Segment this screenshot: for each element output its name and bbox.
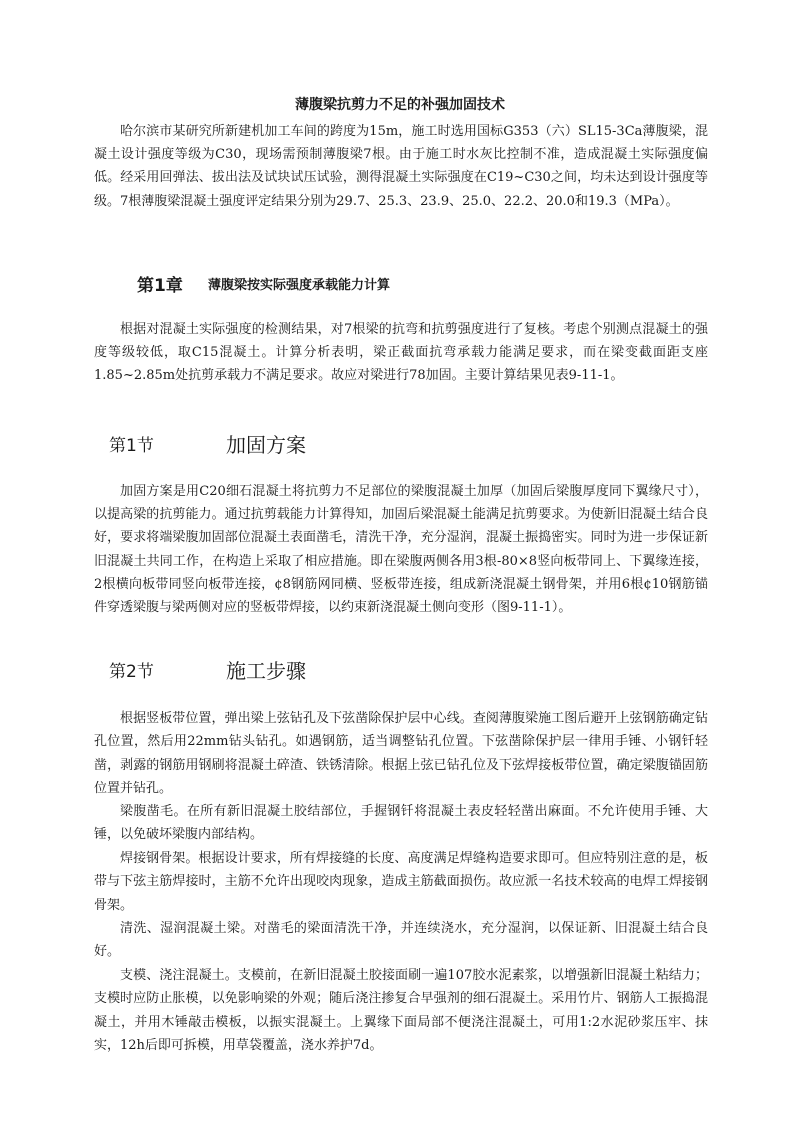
chapter-1-paragraph: 根据对混凝土实际强度的检测结果，对7根梁的抗弯和抗剪强度进行了复核。考虑个别测点混凝土的强度等级较低，取C15混凝土。计算分析表明，梁正截面抗弯承载力能满足要求，而在梁变截面距支座1.85~2.85m处抗剪承载力不满足要求。故应对梁进行78加固。主要计算结果见表9-11-1。 xyxy=(94,322,708,384)
chapter-number: 第1章 xyxy=(137,276,183,296)
intro-paragraph: 哈尔滨市某研究所新建机加工车间的跨度为15m，施工时选用国标G353（六）SL15-3Ca薄腹梁，混凝土设计强度等级为C30，现场需预制薄腹梁7根。由于施工时水灰比控制不准，造成混凝土实际强度偏低。经采用回弹法、拔出法及试块试压试验，测得混凝土实际强度在C19~C30之间，均未达到设计强度等级。7根薄腹梁混凝土强度评定结果分别为29.7、25.3、23.9、25.0、22.2、20.0和19.3（MPa）。 xyxy=(94,124,708,209)
chapter-1-heading xyxy=(0,271,800,301)
section-title: 加固方案 xyxy=(226,433,306,457)
step-paragraph-roughen: 梁腹凿毛。在所有新旧混凝土胶结部位，手握钢钎将混凝土表皮轻轻凿出麻面。不允许使用手锤、大锤，以免破坏梁腹内部结构。 xyxy=(94,804,708,843)
section-2-heading xyxy=(0,657,800,687)
step-paragraph-formwork: 支模、浇注混凝土。支模前，在新旧混凝土胶接面刷一遍107胶水泥素浆，以增强新旧混凝土粘结力；支模时应防止胀模，以免影响梁的外观；随后浇注掺复合早强剂的细石混凝土。采用竹片、钢筋人工振捣混凝土，并用木锤敲击模板，以振实混凝土。上翼缘下面局部不便浇注混凝土，可用1:2水泥砂浆压牢、抹实，12h后即可拆模，用草袋覆盖，浇水养护7d。 xyxy=(94,968,708,1054)
section-title: 施工步骤 xyxy=(226,659,306,683)
step-paragraph-survey: 根据竖板带位置，弹出梁上弦钻孔及下弦凿除保护层中心线。查阅薄腹梁施工图后避开上弦钢筋确定钻孔位置，然后用22mm钻头钻孔。如遇钢筋，适当调整钻孔位置。下弦凿除保护层一律用手锤、小钢钎轻凿，剥露的钢筋用钢刷将混凝土碎渣、铁锈清除。根据上弦已钻孔位及下弦焊接板带位置，确定梁腹锚固筋位置并钻孔。 xyxy=(94,711,708,797)
section-number: 第2节 xyxy=(109,662,154,682)
document-title: 薄腹梁抗剪力不足的补强加固技术 xyxy=(295,97,505,113)
chapter-title: 薄腹梁按实际强度承载能力计算 xyxy=(208,278,391,293)
section-1-paragraph: 加固方案是用C20细石混凝土将抗剪力不足部位的梁腹混凝土加厚（加固后梁腹厚度同下翼缘尺寸），以提高梁的抗剪能力。通过抗剪载能力计算得知，加固后梁混凝土能满足抗剪要求。为使新旧混凝土结合良好，要求将端梁腹加固部位混凝土表面凿毛，清洗干净，充分湿润，混凝土振捣密实。同时为进一步保证新旧混凝土共同工作，在构造上采取了相应措施。即在梁腹两侧各用3根-80×8竖向板带同上、下翼缘连接，2根横向板带同竖向板带连接，¢8钢筋网同横、竖板带连接，组成新浇混凝土钢骨架，并用6根¢10钢筋锚件穿透梁腹与梁两侧对应的竖板带焊接，以约束新浇混凝土侧向变形（图9-11-1）。 xyxy=(94,484,708,616)
section-1-heading xyxy=(0,431,800,461)
step-paragraph-weld: 焊接钢骨架。根据设计要求，所有焊接缝的长度、高度满足焊缝构造要求即可。但应特别注意的是，板带与下弦主筋焊接时，主筋不允许出现咬肉现象，造成主筋截面损伤。故应派一名技术较高的电焊工焊接钢骨架。 xyxy=(94,851,708,913)
step-paragraph-wash: 清洗、湿润混凝土梁。对凿毛的梁面清洗干净，并连续浇水，充分湿润，以保证新、旧混凝土结合良好。 xyxy=(94,921,708,960)
section-number: 第1节 xyxy=(109,436,154,456)
